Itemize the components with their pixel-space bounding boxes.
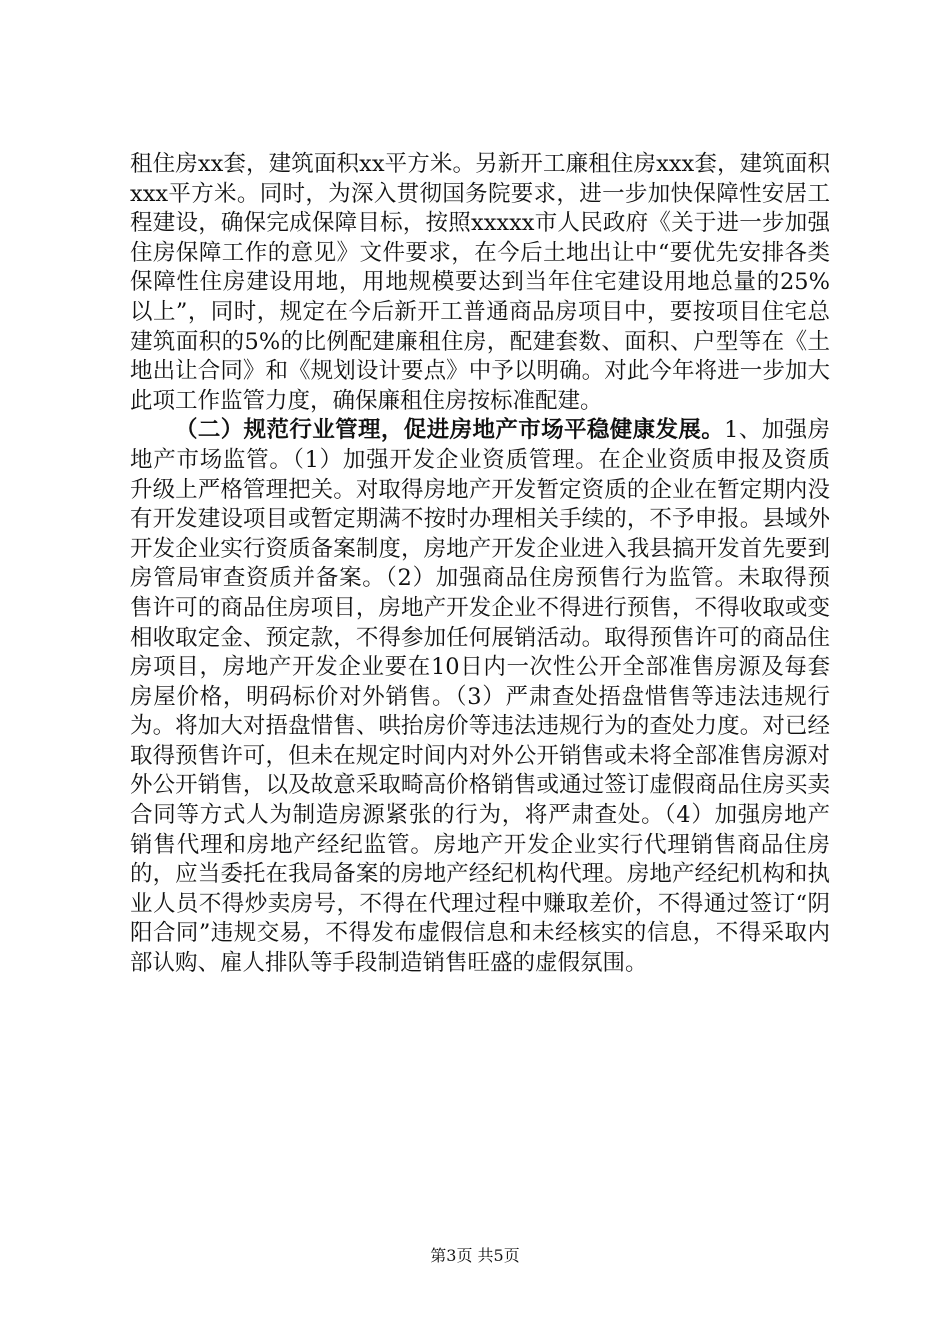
section-heading: （二）规范行业管理，促进房地产市场平稳健康发展。 <box>175 417 725 444</box>
paragraph-market-regulation <box>130 416 830 978</box>
paragraph-housing-construction: 租住房xx套，建筑面积xx平方米。另新开工廉租住房xxx套，建筑面积xxx平方米。同时，为深入贯彻国务院要求，进一步加快保障性安居工程建设，确保完成保障目标，按照xxxxx市人民政府《关于进一步加强住房保障工作的意见》文件要求，在今后土地出让中“要优先安排各类保障性住房建设用地，用地规模要达到当年住宅建设用地总量的25%以上”，同时，规定在今后新开工普通商品房项目中，要按项目住宅总建筑面积的5%的比例配建廉租住房，配建套数、面积、户型等在《土地出让合同》和《规划设计要点》中予以明确。对此今年将进一步加大此项工作监管力度，确保廉租住房按标准配建。 <box>130 151 830 414</box>
paragraph-market-regulation-text: 1、加强房地产市场监管。（1）加强开发企业资质管理。在企业资质申报及资质升级上严格管理把关。对取得房地产开发暂定资质的企业在暂定期内没有开发建设项目或暂定期满不按时办理相关手续的，不予申报。县域外开发企业实行资质备案制度，房地产开发企业进入我县搞开发首先要到房管局审查资质并备案。（2）加强商品住房预售行为监管。未取得预售许可的商品住房项目，房地产开发企业不得进行预售，不得收取或变相收取定金、预定款，不得参加任何展销活动。取得预售许可的商品住房项目，房地产开发企业要在10日内一次性公开全部准售房源及每套房屋价格，明码标价对外销售。（3）严肃查处捂盘惜售等违法违规行为。将加大对捂盘惜售、哄抬房价等违法违规行为的查处力度。对已经取得预售许可，但未在规定时间内对外公开销售或未将全部准售房源对外公开销售，以及故意采取畸高价格销售或通过签订虚假商品住房买卖合同等方式人为制造房源紧张的行为，将严肃查处。（4）加强房地产销售代理和房地产经纪监管。房地产开发企业实行代理销售商品住房的，应当委托在我局备案的房地产经纪机构代理。房地产经纪机构和执业人员不得炒卖房号，不得在代理过程中赚取差价，不得通过签订“阴阳合同”违规交易，不得发布虚假信息和未经核实的信息，不得采取内部认购、雇人排队等手段制造销售旺盛的虚假氛围。 <box>130 417 830 977</box>
document-body <box>130 150 830 979</box>
page-number-footer: 第3页 共5页 <box>430 1246 520 1265</box>
